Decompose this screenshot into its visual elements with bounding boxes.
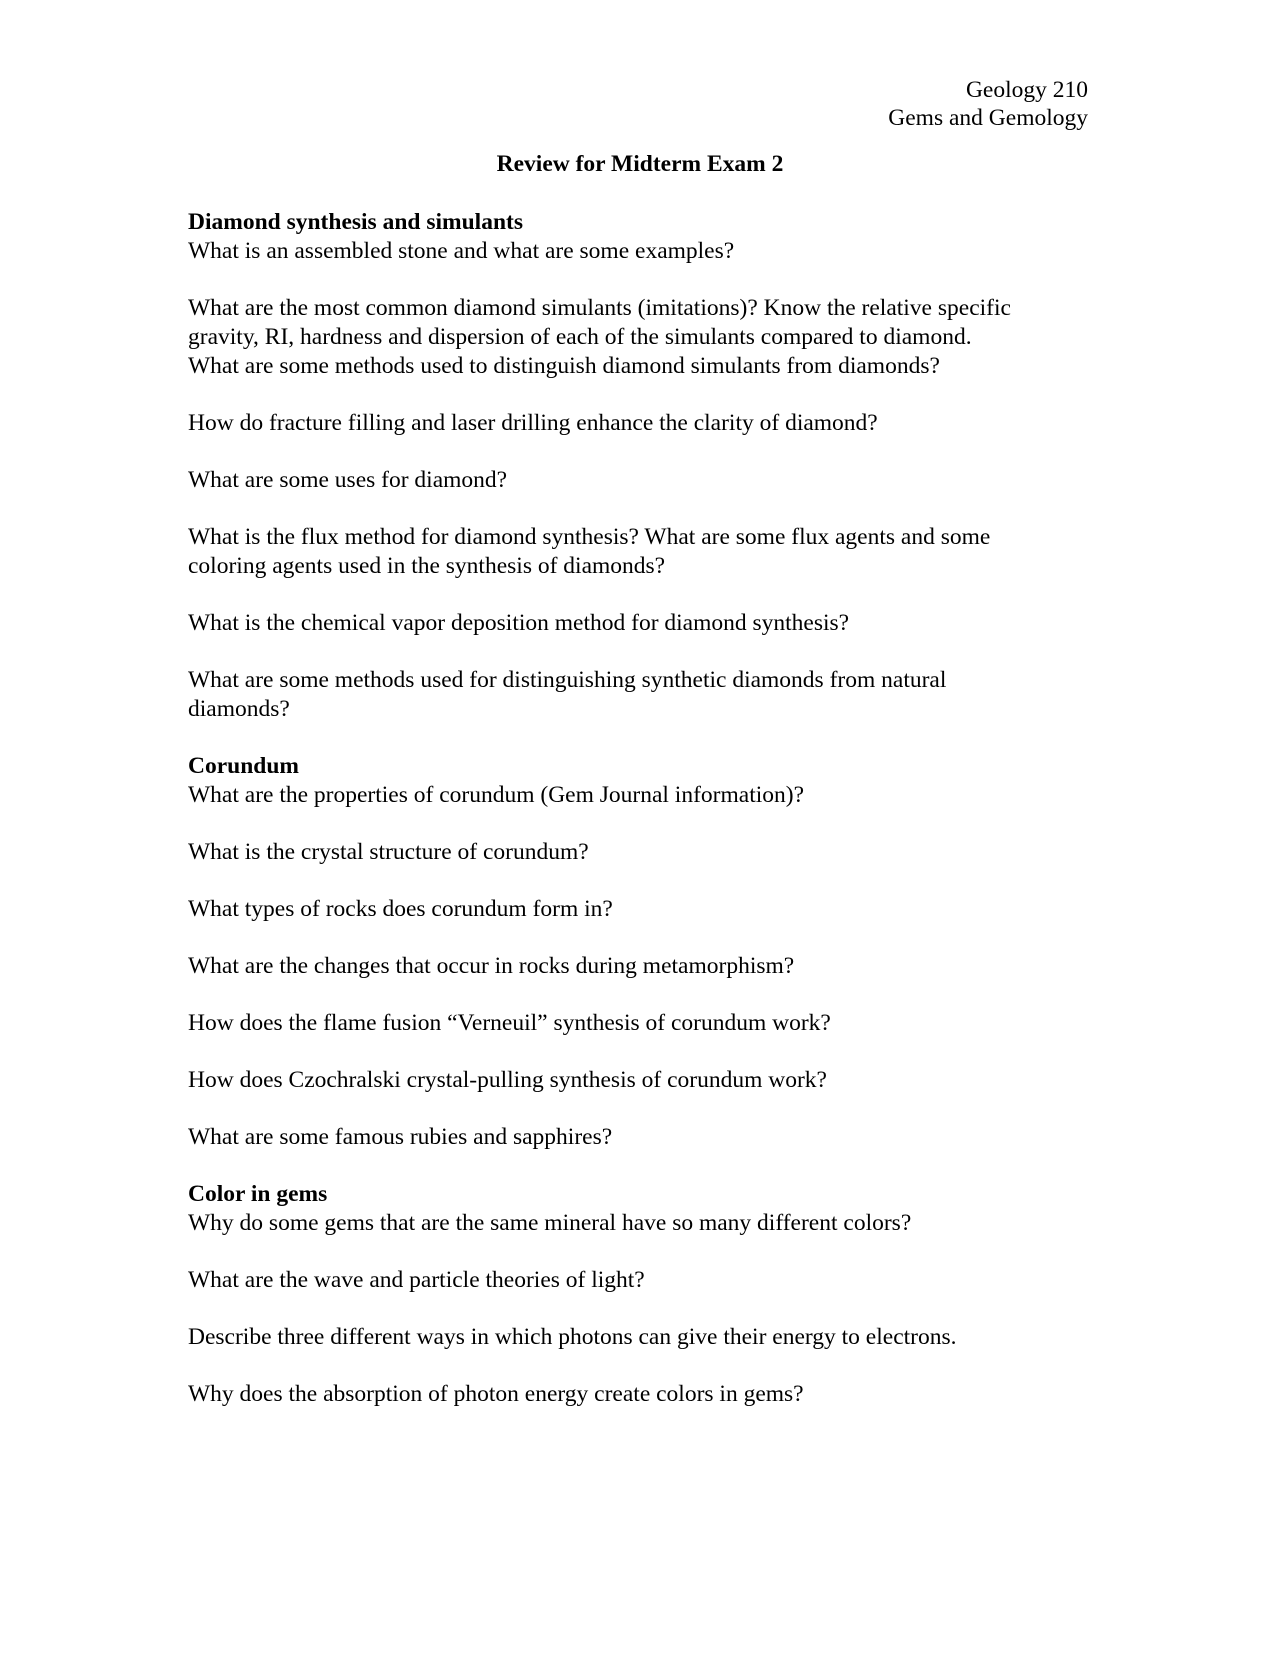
question-line: What are the properties of corundum (Gem Journal information)?	[188, 782, 805, 808]
review-question	[188, 466, 1088, 495]
question-line: What types of rocks does corundum form in?	[188, 896, 613, 922]
question-line: What is the flux method for diamond synthesis? What are some flux agents and some	[188, 524, 991, 550]
question-line: What are some methods used to distinguish diamond simulants from diamonds?	[188, 353, 940, 379]
question-line: What are the changes that occur in rocks during metamorphism?	[188, 953, 795, 979]
course-header	[888, 76, 1088, 132]
question-line: gravity, RI, hardness and dispersion of each of the simulants compared to diamond.	[188, 324, 972, 350]
review-question	[188, 838, 1088, 867]
course-number: Geology 210	[965, 77, 1088, 103]
question-line: What are the wave and particle theories of light?	[188, 1267, 645, 1293]
review-question	[188, 1209, 1088, 1238]
question-line: What is an assembled stone and what are some examples?	[188, 238, 735, 264]
section-heading: Corundum	[188, 753, 300, 779]
review-question	[188, 1066, 1088, 1095]
section-heading: Diamond synthesis and simulants	[188, 209, 523, 235]
question-line: What are some famous rubies and sapphires?	[188, 1124, 613, 1150]
document-title: Review for Midterm Exam 2	[496, 151, 784, 177]
question-line: diamonds?	[188, 696, 290, 722]
question-line: coloring agents used in the synthesis of diamonds?	[188, 553, 666, 579]
review-question	[188, 237, 1088, 266]
review-question	[188, 781, 1088, 810]
question-line: Describe three different ways in which photons can give their energy to electrons.	[188, 1324, 957, 1350]
section-heading: Color in gems	[188, 1181, 328, 1207]
review-question	[188, 1323, 1088, 1352]
review-question	[188, 1380, 1088, 1409]
question-line: What are some uses for diamond?	[188, 467, 508, 493]
section-2	[188, 752, 1088, 1152]
question-line: What are some methods used for distinguishing synthetic diamonds from natural	[188, 667, 947, 693]
question-line: What are the most common diamond simulants (imitations)? Know the relative specific	[188, 295, 1011, 321]
document-body	[188, 208, 1088, 1409]
review-question	[188, 294, 1088, 381]
question-line: How does Czochralski crystal-pulling synthesis of corundum work?	[188, 1067, 827, 1093]
review-question	[188, 523, 1088, 581]
section-1	[188, 208, 1088, 724]
review-question	[188, 1123, 1088, 1152]
section-3	[188, 1180, 1088, 1409]
course-subtitle: Gems and Gemology	[888, 105, 1088, 131]
review-question	[188, 409, 1088, 438]
question-line: What is the crystal structure of corundum?	[188, 839, 589, 865]
question-line: Why do some gems that are the same mineral have so many different colors?	[188, 1210, 912, 1236]
review-question	[188, 666, 1088, 724]
review-question	[188, 952, 1088, 981]
review-question	[188, 895, 1088, 924]
review-question	[188, 609, 1088, 638]
question-line: What is the chemical vapor deposition method for diamond synthesis?	[188, 610, 850, 636]
question-line: How do fracture filling and laser drilling enhance the clarity of diamond?	[188, 410, 878, 436]
question-line: Why does the absorption of photon energy create colors in gems?	[188, 1381, 804, 1407]
question-line: How does the flame fusion “Verneuil” synthesis of corundum work?	[188, 1010, 831, 1036]
review-question	[188, 1009, 1088, 1038]
review-question	[188, 1266, 1088, 1295]
